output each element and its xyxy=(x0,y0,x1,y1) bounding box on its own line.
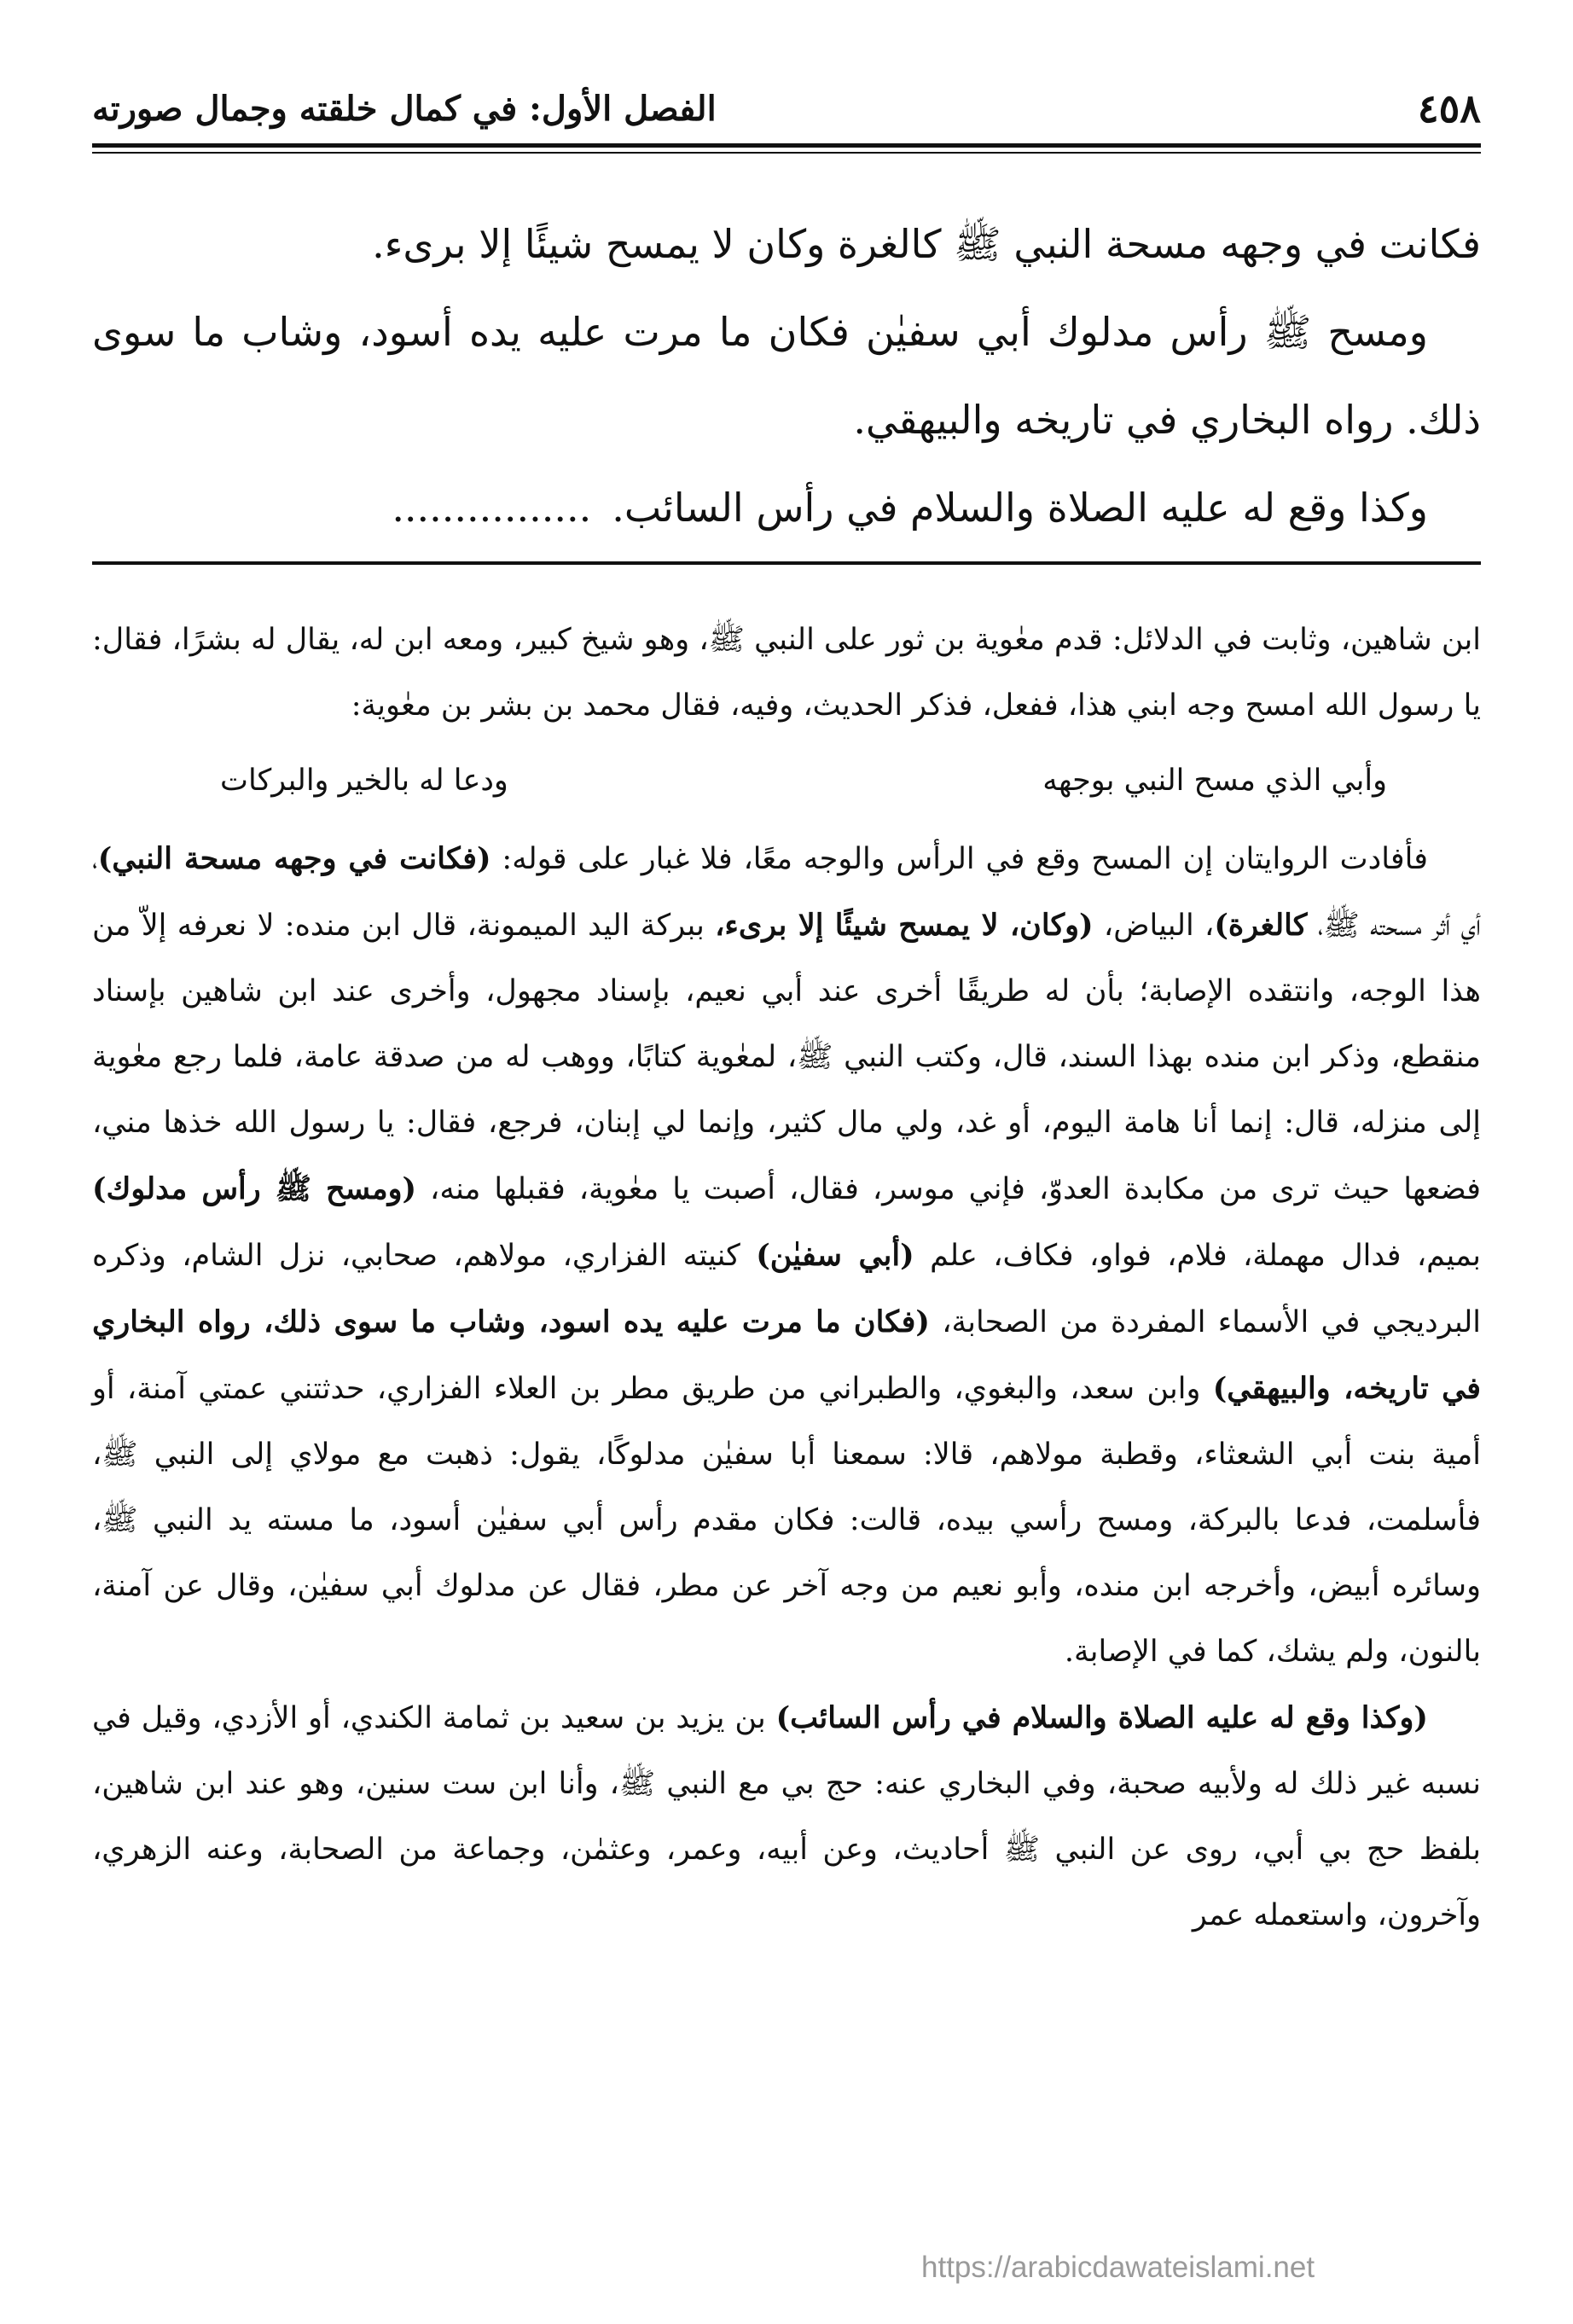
chapter-title: الفصل الأول: في كمال خلقته وجمال صورته xyxy=(92,88,717,129)
text-run: وابن سعد، والبغوي، والطبراني من طريق مطر بن العلاء الفزاري، حدثتني عمتي آمنة، أو أمية بنت أبي الشعثاء، وقطبة مولاهم، قالا: سمعنا أبا سفيٰن مدلوكًا، يقول: ذهبت مع مولاي إلى النبي ﷺ، فأسلمت، فدعا بالبركة، ومسح رأسي بيده، قالت: فكان مقدم رأس أبي سفيٰن أسود، ما مسته يد النبي ﷺ، وسائره أبيض، وأخرجه ابن منده، وأبو نعيم من وجه آخر عن مطر، فقال عن مدلوك أبي سفيٰن، وقال عن آمنة، بالنون، ولم يشك، كما في الإصابة. xyxy=(92,1372,1482,1669)
main-text-line-3: وكذا وقع له عليه الصلاة والسلام في رأس السائب. xyxy=(612,485,1428,531)
quoted-text: (وكان، لا يمسح شيئًا إلا برىء، xyxy=(715,908,1094,943)
main-text-line: ومسح ﷺ رأس مدلوك أبي سفيٰن فكان ما مرت عليه يده أسود، وشاب ما سوى ذلك. رواه البخاري في تاريخه والبيهقي. xyxy=(92,309,1481,443)
header-rule xyxy=(92,143,1481,154)
main-text-line: فكانت في وجهه مسحة النبي ﷺ كالغرة وكان لا يمسح شيئًا إلا برىء. xyxy=(372,221,1481,267)
running-header xyxy=(92,78,1481,138)
text-run: ببركة اليد الميمونة، قال ابن منده: لا نعرفه إلاّ من هذا الوجه، وانتقده الإصابة؛ بأن له طريقًا أخرى عند أبي نعيم، بإسناد مجهول، وأخرى عند ابن شاهين بإسناد منقطع، وذكر ابن منده بهذا السند، قال، وكتب النبي ﷺ، لمعٰوية كتابًا، ووهب له من صدقة عامة، فلما رجع معٰوية إلى منزله، قال: إنما أنا هامة اليوم، أو غد، ولي مال كثير، وإنما لي إبنان، فرجع، فقال: يا رسول الله خذها مني، فضعها حيث ترى من مكابدة العدوّ، فإني موسر، فقال، أصبت يا معٰوية، فقبلها منه، xyxy=(92,909,1481,1206)
main-text xyxy=(92,200,1481,552)
continuation-dots: ................ xyxy=(392,485,592,531)
poem-verse xyxy=(92,739,1481,826)
quoted-text: (ومسح ﷺ رأس مدلوك) xyxy=(92,1171,417,1206)
page-number: ٤٥٨ xyxy=(1417,85,1481,131)
text-run: فأفادت الروايتان إن المسح وقع في الرأس والوجه معًا، فلا غبار على قوله: xyxy=(490,842,1428,876)
commentary-text xyxy=(92,607,1481,1949)
commentary-paragraph xyxy=(92,1685,1481,1949)
poem-hemistich-2: ودعا له بالخير والبركات xyxy=(220,764,508,798)
quoted-text: (وكذا وقع له عليه الصلاة والسلام في رأس السائب) xyxy=(775,1700,1428,1735)
commentary-divider xyxy=(92,561,1481,565)
text-run: بن يزيد بن سعيد بن ثمامة الكندي، أو الأزدي، وقيل في نسبه غير ذلك له ولأبيه صحبة، وفي البخاري عنه: حج بي مع النبي ﷺ، وأنا ابن ست سنين، وهو عند ابن شاهين، بلفظ حج بي أبي، روى عن النبي ﷺ أحاديث، وعن أبيه، وعمر، وعثمٰن، وجماعة من الصحابة، وعنه الزهري، وآخرون، واستعمله عمر xyxy=(92,1701,1481,1932)
quoted-text: كالغرة) xyxy=(1214,908,1308,943)
main-text-line xyxy=(92,464,1481,552)
commentary-paragraph: ابن شاهين، وثابت في الدلائل: قدم معٰوية بن ثور على النبي ﷺ، وهو شيخ كبير، ومعه ابن له، يقال له بشرًا، فقال: يا رسول الله امسح وجه ابني هذا، ففعل، فذكر الحديث، وفيه، فقال محمد بن بشر بن معٰوية: xyxy=(92,623,1481,723)
quoted-text: (أبي سفيٰن) xyxy=(756,1238,914,1273)
text-run: ، البياض، xyxy=(1093,909,1215,943)
watermark-url: https://arabicdawateislami.net xyxy=(921,2251,1315,2284)
text-run: ، أي أثر مسحته ﷺ، xyxy=(92,842,1481,943)
text-run: بميم، فدال مهملة، فلام، فواو، فكاف، علم xyxy=(914,1239,1482,1273)
quoted-text: (فكان ما مرت عليه يده اسود، وشاب ما سوى ذلك، رواه البخاري في تاريخه، والبيهقي) xyxy=(92,1304,1481,1406)
poem-hemistich-1: وأبي الذي مسح النبي بوجهه xyxy=(1042,764,1387,798)
quoted-text: (فكانت في وجهه مسحة النبي) xyxy=(97,841,491,876)
commentary-paragraph xyxy=(92,826,1481,1685)
text-run: كنيته الفزاري، مولاهم، صحابي، نزل الشام، وذكره البرديجي في الأسماء المفردة من الصحابة، xyxy=(92,1239,1481,1339)
